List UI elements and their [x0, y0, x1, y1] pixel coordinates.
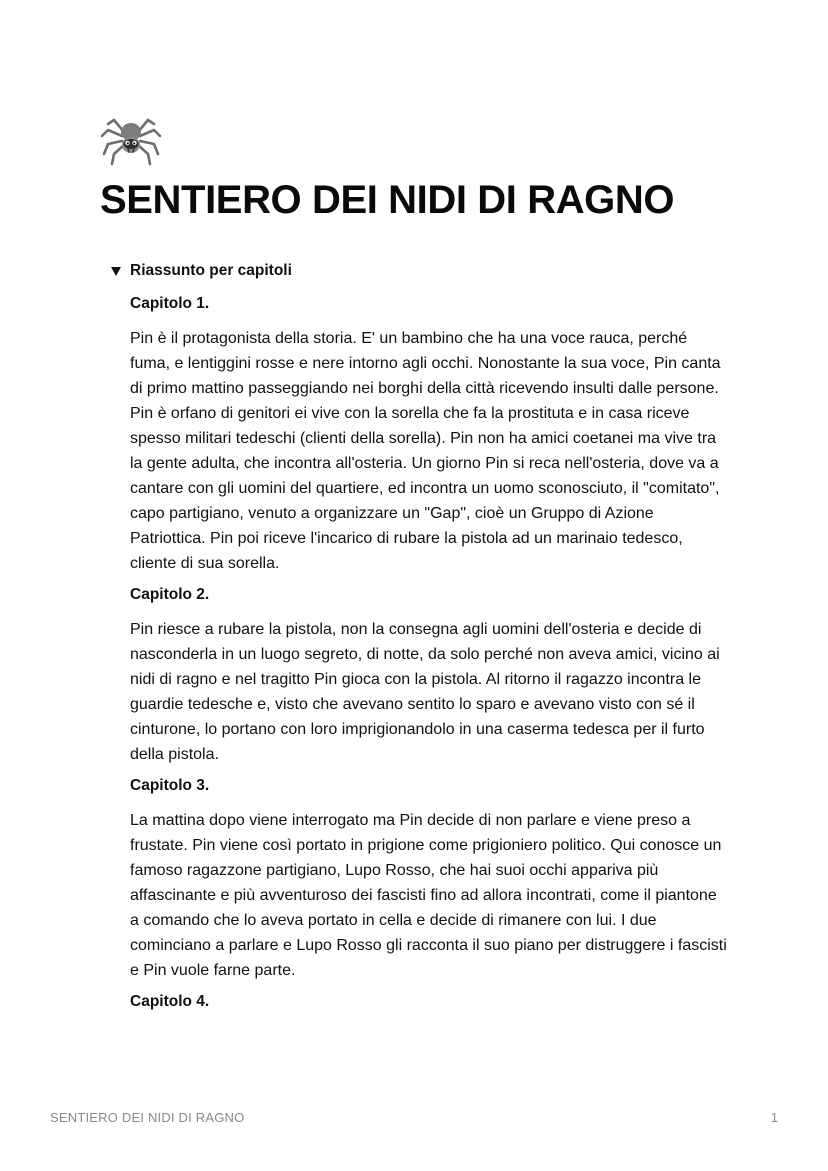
page-number: 1: [770, 1110, 778, 1125]
chapter-text: Pin riesce a rubare la pistola, non la consegna agli uomini dell'osteria e decide di nasconderla in un luogo segreto, di notte, da solo perché non aveva amici, vicino ai nidi di ragno e nel tragitto Pin gioca con la pistola. Al ritorno il ragazzo incontra le guardie tedesche e, visto che avevano sentito lo sparo e avevano visto con sé il cinturone, lo portano con loro imprigionandolo in una caserma tedesca per il furto della pistola.: [130, 621, 720, 763]
chapter-heading: Capitolo 4.: [130, 993, 210, 1010]
triangle-down-icon[interactable]: [111, 267, 121, 276]
chapter-text: La mattina dopo viene interrogato ma Pin decide di non parlare e viene preso a frustate. Pin viene così portato in prigione come prigioniero politico. Qui conosce un famoso ragazzone partigiano, Lupo Rosso, che hai suoi occhi appariva più affascinante e più avventuroso dei fascisti fino ad allora incontrati, come il piantone a comando che lo aveva portato in cella e decide di rimanere con lui. I due cominciano a parlare e Lupo Rosso gli racconta il suo piano per distruggere i fascisti e Pin vuole farne parte.: [130, 812, 727, 979]
page-title: SENTIERO DEI NIDI DI RAGNO: [100, 178, 675, 222]
footer-title: SENTIERO DEI NIDI DI RAGNO: [50, 1110, 245, 1125]
chapter-heading: Capitolo 3.: [130, 777, 210, 794]
chapter-text: Pin è il protagonista della storia. E' un bambino che ha una voce rauca, perché fuma, e lentiggini rosse e nere intorno agli occhi. Nonostante la sua voce, Pin canta di primo mattino passeggiando nei borghi della città ricevendo insulti dalle persone. Pin è orfano di genitori ei vive con la sorella che fa la prostituta e in casa riceve spesso militari tedeschi (clienti della sorella). Pin non ha amici coetanei ma vive tra la gente adulta, che incontra all'osteria. Un giorno Pin si reca nell'osteria, dove va a cantare con gli uomini del quartiere, ed incontra un uomo sconosciuto, il "comitato", capo partigiano, venuto a organizzare un "Gap", cioè un Gruppo di Azione Patriottica. Pin poi riceve l'incarico di rubare la pistola ad un marinaio tedesco, cliente di sua sorella.: [130, 330, 721, 572]
chapter-heading: Capitolo 1.: [130, 295, 210, 312]
toggle-block-summary: [111, 261, 751, 1024]
toggle-content: [130, 294, 751, 1012]
toggle-label: Riassunto per capitoli: [130, 262, 292, 279]
spider-icon: [100, 110, 162, 166]
chapter-heading: Capitolo 2.: [130, 586, 210, 603]
toggle-header[interactable]: [111, 261, 751, 281]
